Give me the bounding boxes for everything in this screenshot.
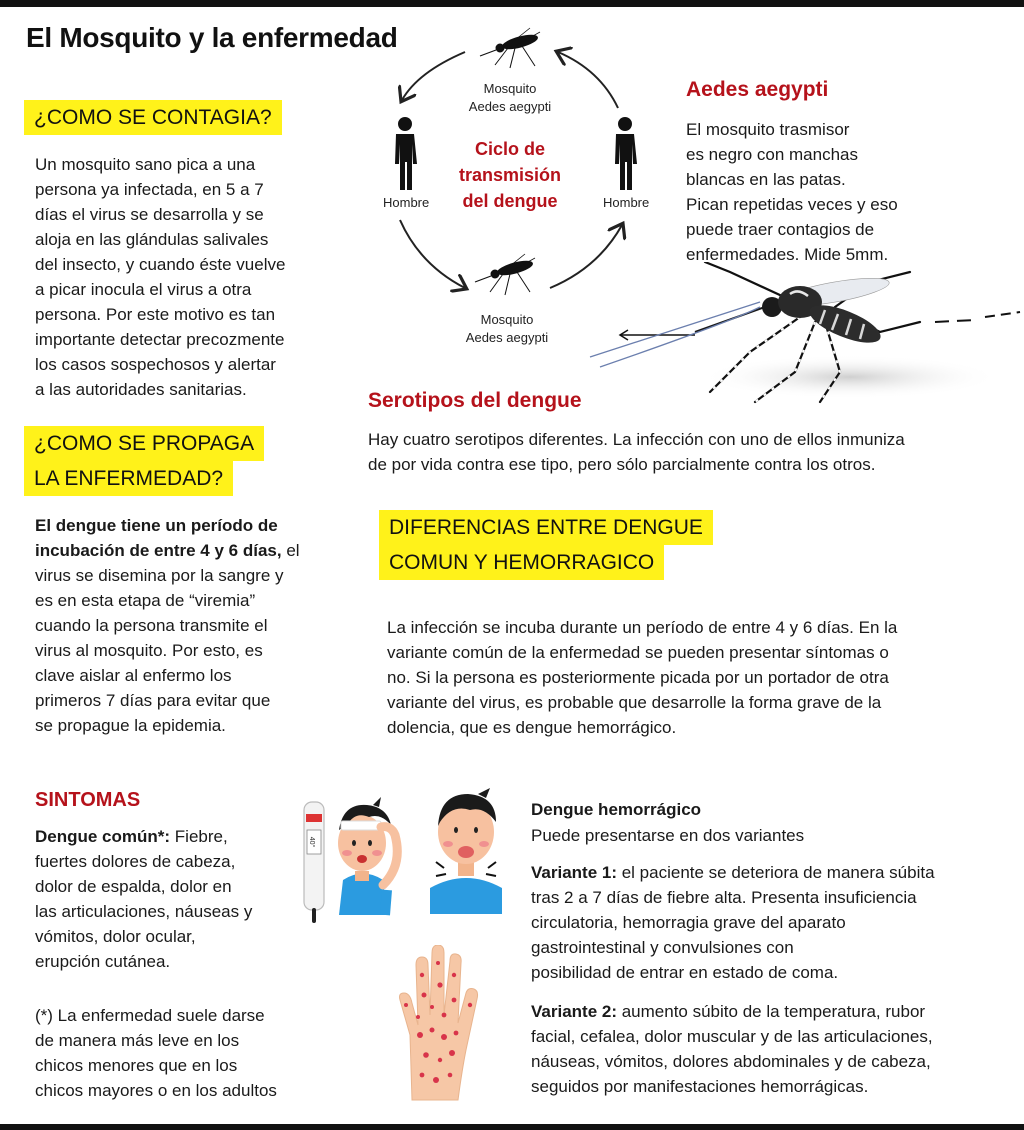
cycle-top-line1: Mosquito xyxy=(483,81,537,96)
cycle-center-line2: transmisión xyxy=(458,165,562,185)
propaga-heading-wrap xyxy=(24,426,264,496)
text-line: chicos mayores o en los adultos xyxy=(35,1081,277,1100)
cycle-top-line2: Aedes aegypti xyxy=(468,99,552,114)
hemorragico-intro: Puede presentarse en dos variantes xyxy=(531,826,805,845)
text-line: persona. Por este motivo es tan xyxy=(35,305,276,324)
sintomas-comun-rest: Fiebre, xyxy=(170,827,228,846)
hemorragico-heading: Dengue hemorrágico xyxy=(531,800,702,819)
text-line: circulatoria, hemorragia grave del aparato xyxy=(531,913,846,932)
text-line: variante del virus, es probable que desarrolle la forma grave de la xyxy=(387,693,882,712)
man-icon-left xyxy=(395,117,417,190)
text-line: dolencia, que es dengue hemorrágico. xyxy=(387,718,677,737)
text-line: náuseas, vómitos, dolores abdominales y de cabeza, xyxy=(531,1052,931,1071)
text-line: a picar inocula el virus a otra xyxy=(35,280,252,299)
sintomas-heading: SINTOMAS xyxy=(35,789,141,811)
sintomas-note xyxy=(35,1003,335,1103)
hemorragico-v1-label: Variante 1: xyxy=(531,863,617,882)
diferencias-heading-line2: COMUN Y HEMORRAGICO xyxy=(379,545,664,580)
thermometer-icon xyxy=(300,800,328,925)
cycle-bottom-caption xyxy=(437,311,577,347)
cycle-arrow-bottom-left xyxy=(400,220,465,288)
text-line: primeros 7 días para evitar que xyxy=(35,691,271,710)
propaga-text xyxy=(35,513,355,738)
cycle-center-line3: del dengue xyxy=(462,191,558,211)
text-line: facial, cefalea, dolor muscular y de las articulaciones, xyxy=(531,1027,933,1046)
cycle-top-caption xyxy=(440,80,580,116)
man-icon-right xyxy=(615,117,637,190)
text-line: del insecto, y cuando éste vuelve xyxy=(35,255,286,274)
text-line: Un mosquito sano pica a una xyxy=(35,155,256,174)
text-line: variante común de la enfermedad se pueden presentar síntomas o xyxy=(387,643,889,662)
text-line: cuando la persona transmite el xyxy=(35,616,268,635)
cycle-bottom-line2: Aedes aegypti xyxy=(465,330,549,345)
cycle-center-line1: Ciclo de xyxy=(474,139,545,159)
contagio-text xyxy=(35,152,355,402)
page-title: El Mosquito y la enfermedad xyxy=(26,22,398,53)
cycle-bottom-line1: Mosquito xyxy=(480,312,534,327)
hemorragico-v2 xyxy=(531,999,1016,1099)
mosquito-icon-top xyxy=(480,28,540,68)
text-line: es negro con manchas xyxy=(686,145,858,164)
text-line: virus se disemina por la sangre y xyxy=(35,566,284,585)
text-line: (*) La enfermedad suele darse xyxy=(35,1006,265,1025)
propaga-line2-rest: el xyxy=(281,541,300,560)
mosquito-icon-bottom xyxy=(475,254,535,295)
cycle-center-title xyxy=(440,136,580,214)
aedes-text xyxy=(686,117,1016,267)
text-line: Pican repetidas veces y eso xyxy=(686,195,898,214)
text-line xyxy=(35,824,315,849)
text-line: chicos menores que en los xyxy=(35,1056,238,1075)
text-line: aloja en las glándulas salivales xyxy=(35,230,269,249)
cycle-right-label: Hombre xyxy=(603,195,650,210)
neck-pain-child-icon xyxy=(426,788,506,918)
text-line: días el virus se desarrolla y se xyxy=(35,205,264,224)
text-line xyxy=(531,860,1016,885)
text-line xyxy=(35,513,355,538)
text-line: El mosquito trasmisor xyxy=(686,120,850,139)
text-line: puede traer contagios de xyxy=(686,220,875,239)
text-line: vómitos, dolor ocular, xyxy=(35,927,196,946)
diferencias-text xyxy=(387,615,1017,740)
text-line xyxy=(531,999,1016,1024)
text-line: tras 2 a 7 días de fiebre alta. Presenta insuficiencia xyxy=(531,888,917,907)
bottom-border xyxy=(0,1124,1024,1130)
text-line: erupción cutánea. xyxy=(35,952,171,971)
text-line: se propague la epidemia. xyxy=(35,716,226,735)
text-line: blancas en las patas. xyxy=(686,170,846,189)
diferencias-heading-line1: DIFERENCIAS ENTRE DENGUE xyxy=(379,510,713,545)
text-line: a las autoridades sanitarias. xyxy=(35,380,247,399)
cycle-left-label: Hombre xyxy=(383,195,430,210)
text-line: seguidos por manifestaciones hemorrágicas. xyxy=(531,1077,869,1096)
text-line: virus al mosquito. Por esto, es xyxy=(35,641,263,660)
sintomas-comun-label: Dengue común*: xyxy=(35,827,171,846)
text-line: de por vida contra ese tipo, pero sólo parcialmente contra los otros. xyxy=(368,455,876,474)
text-line: persona ya infectada, en 5 a 7 xyxy=(35,180,264,199)
thermometer-reading: 40° xyxy=(308,836,315,848)
text-line: La infección se incuba durante un período de entre 4 y 6 días. En la xyxy=(387,618,898,637)
diferencias-heading-wrap xyxy=(379,510,713,580)
hemorragico-v1 xyxy=(531,860,1016,985)
text-line: enfermedades. Mide 5mm. xyxy=(686,245,889,264)
mosquito-illustration xyxy=(580,262,1024,407)
sintomas-comun xyxy=(35,824,315,974)
hemorragico-v1-rest: el paciente se deteriora de manera súbita xyxy=(617,863,935,882)
hemorragico-v2-rest: aumento súbito de la temperatura, rubor xyxy=(617,1002,926,1021)
text-line xyxy=(35,538,355,563)
contagio-heading-wrap xyxy=(24,100,282,135)
text-line: Hay cuatro serotipos diferentes. La infección con uno de ellos inmuniza xyxy=(368,430,905,449)
contagio-heading: ¿COMO SE CONTAGIA? xyxy=(24,100,282,135)
propaga-heading-line2: LA ENFERMEDAD? xyxy=(24,461,233,496)
text-line: importante detectar precozmente xyxy=(35,330,285,349)
aedes-heading: Aedes aegypti xyxy=(686,78,829,101)
text-line: las articulaciones, náuseas y xyxy=(35,902,253,921)
propaga-bold-2: incubación de entre 4 y 6 días, xyxy=(35,541,282,560)
text-line: los casos sospechosos y alertar xyxy=(35,355,276,374)
text-line: dolor de espalda, dolor en xyxy=(35,877,232,896)
top-border xyxy=(0,0,1024,7)
sick-child-icon xyxy=(325,795,415,920)
hemorragico-v2-label: Variante 2: xyxy=(531,1002,617,1021)
text-line: fuertes dolores de cabeza, xyxy=(35,852,236,871)
propaga-heading-line1: ¿COMO SE PROPAGA xyxy=(24,426,264,461)
text-line: de manera más leve en los xyxy=(35,1031,240,1050)
text-line: es en esta etapa de “viremia” xyxy=(35,591,256,610)
text-line: no. Si la persona es posteriormente picada por un portador de otra xyxy=(387,668,889,687)
text-line: clave aislar al enfermo los xyxy=(35,666,232,685)
rash-hand-icon xyxy=(392,945,482,1105)
text-line: gastrointestinal y convulsiones con xyxy=(531,938,794,957)
serotipos-heading: Serotipos del dengue xyxy=(368,389,582,412)
text-line: posibilidad de entrar en estado de coma. xyxy=(531,963,839,982)
propaga-bold-1: El dengue tiene un período de xyxy=(35,516,278,535)
serotipos-text xyxy=(368,427,1018,477)
